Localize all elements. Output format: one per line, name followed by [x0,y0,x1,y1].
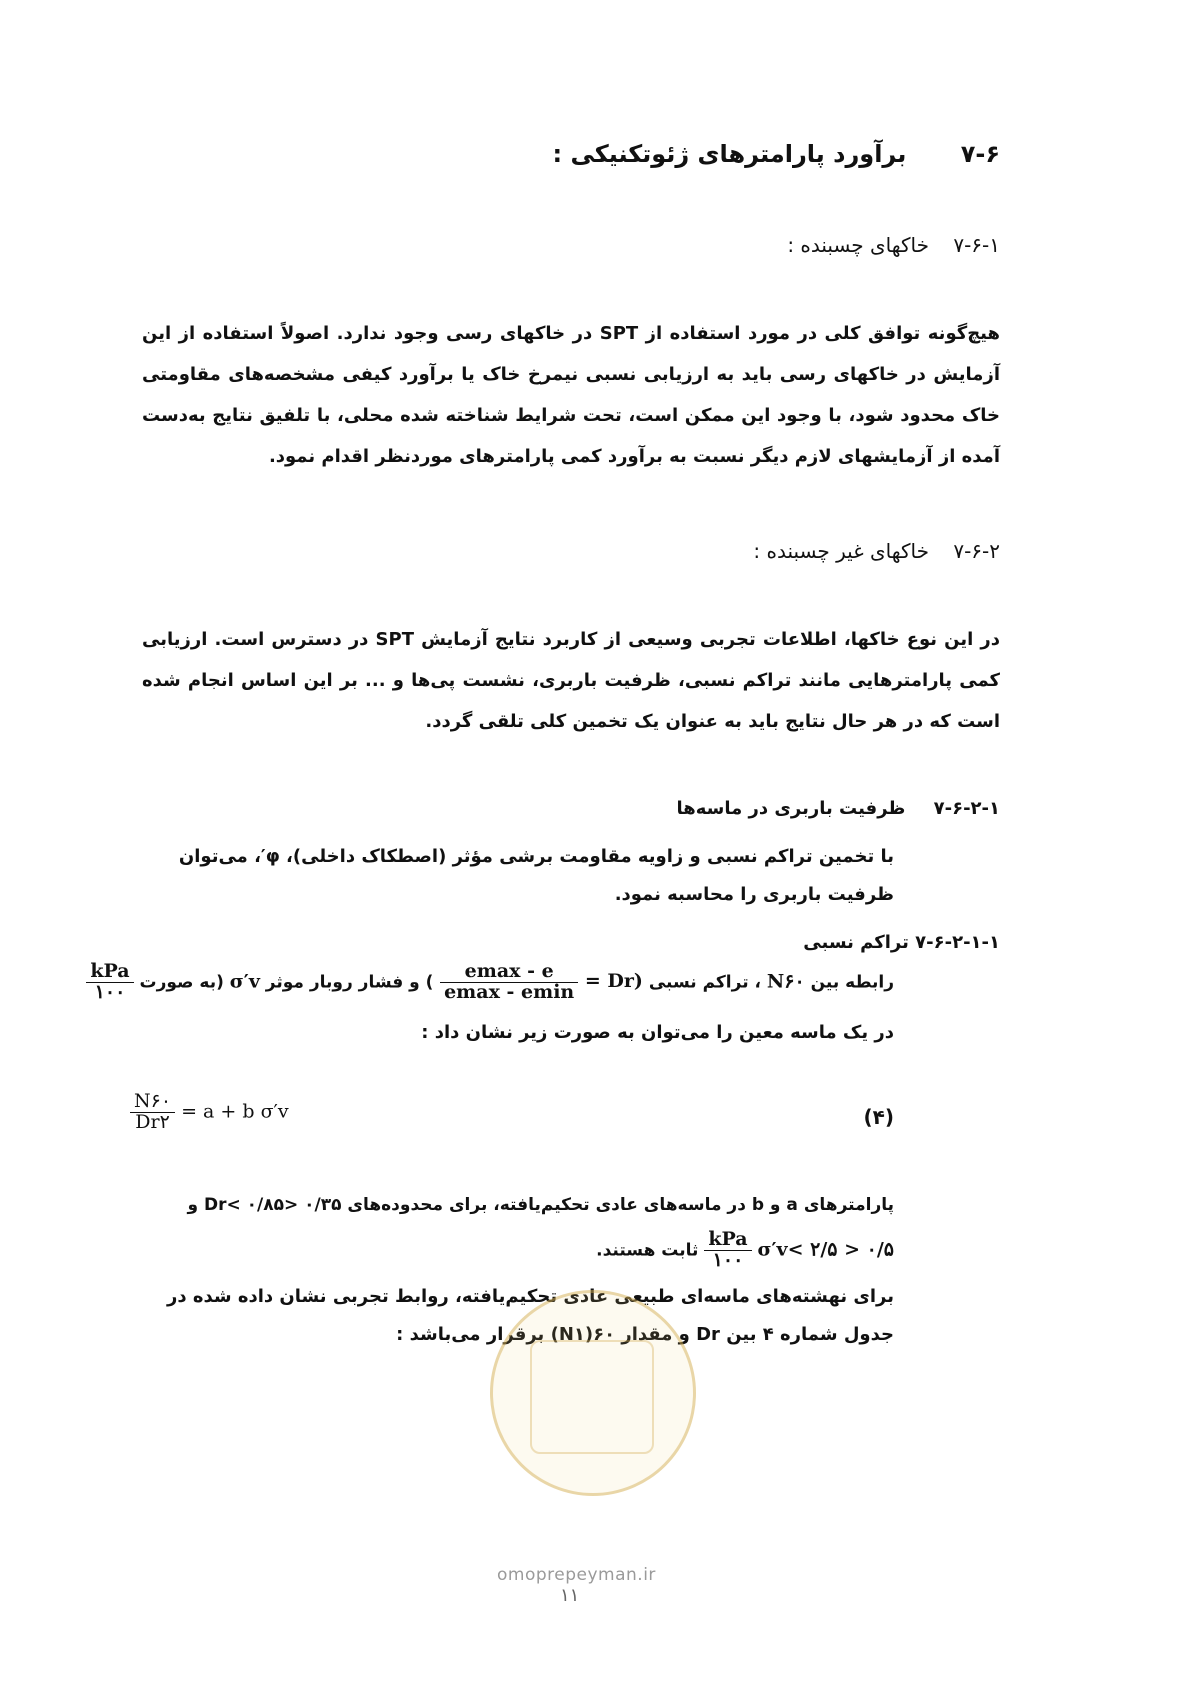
subsection-number: ۷-۶-۲-۱ [933,798,1000,819]
fraction-numerator: N۶۰ [130,1092,175,1113]
paragraph-noncohesive: در این نوع خاکها، اطلاعات تجربی وسیعی از کاربرد نتایج آزمایش SPT در دسترس است. ارزیابی کمی پارامترهایی مانند تراکم نسبی، ظرفیت باربری، نشست پی‌ها و ... بر این اساس انجام شده است که در هر حال نتایج باید به عنوان یک تخمین کلی تلقی گردد. [142,629,1001,732]
subsection-title: تراکم نسبی [803,932,909,953]
equation-rhs: = a + b σ′v [181,1100,289,1123]
section-heading [553,140,1000,168]
relation-line-2: در یک ماسه معین را می‌توان به صورت زیر نشان داد : [421,1022,894,1043]
subsection-cohesive [787,233,1000,257]
relation-text: ، تراکم نسبی [648,972,761,993]
paragraph-bearing: با تخمین تراکم نسبی و زاویه مقاومت برشی مؤثر (اصطکاک داخلی)، φ′، می‌توان ظرفیت باربری را محاسبه نمود. [178,846,894,905]
fraction-denominator: ۱۰۰ [94,980,126,1003]
relation-text: ) و فشار روبار موثر [265,972,434,993]
subsection-number: ۷-۶-۱ [953,233,1000,257]
subsection-relative-density [803,932,1000,953]
fraction-numerator: emax - e [440,962,578,983]
fraction-denominator: emax - emin [444,980,575,1003]
heading-title: برآورد پارامترهای ژئوتکنیکی : [552,140,907,168]
subsection-title: خاکهای غیر چسبنده : [753,539,929,563]
sigma-symbol: σ′v [229,970,260,993]
watermark-text: omoprepeyman.ir [497,1565,656,1585]
subsection-noncohesive [753,539,1000,563]
subsection-number: ۷-۶-۲ [953,539,1000,563]
dr-formula [433,960,643,1003]
subsection-number: ۷-۶-۲-۱-۱ [915,932,1000,953]
fraction-numerator: kPa [704,1230,751,1251]
equation-number: (۴) [863,1105,894,1129]
relation-line [90,960,894,1003]
density-fraction [440,962,578,1003]
subsection-bearing [677,798,1000,819]
paragraph-params-line1: پارامترهای a و b در ماسه‌های عادی تحکیم‌یافته، برای محدوده‌های ۰/۳۵ <Dr< ۰/۸۵ و [187,1195,894,1215]
paragraph-deposits: برای نهشته‌های ماسه‌ای طبیعی عادی تحکیم‌یافته، روابط تجربی نشان داده شده در جدول شماره ۴ بین Dr و مقدار N۱)۶۰) برقرار می‌باشد : [166,1286,894,1345]
equation-4 [130,1092,289,1133]
relation-text: رابطه بین [810,972,894,993]
paragraph-cohesive: هیچ‌گونه توافق کلی در مورد استفاده از SPT در خاکهای رسی وجود ندارد. اصولاً استفاده از این آزمایش در خاکهای رسی باید به ارزیابی نسبی نیمرخ خاک یا برآورد کیفی مشخصه‌های مقاومتی خاک محدود شود، با وجود این ممکن است، تحت شرایط شناخته شده محلی، با تلفیق نتایج به‌دست آمده از آزمایشهای لازم دیگر نسبت به برآورد کمی پارامترهای موردنظر اقدام نمود. [142,323,1000,467]
relation-text: (به صورت [139,972,224,993]
paragraph-params-line2 [596,1230,894,1271]
fraction-denominator: Dr۲ [135,1110,170,1133]
watermark-logo-inner [530,1340,654,1454]
paragraph-text: ثابت هستند. [596,1240,699,1261]
page-number: ۱۱ [560,1585,580,1606]
dr-symbol: (Dr = [584,970,643,993]
kpa-fraction [86,962,133,1003]
fraction-denominator: ۱۰۰ [712,1248,744,1271]
subsection-title: ظرفیت باربری در ماسه‌ها [676,798,906,819]
fraction-numerator: kPa [86,962,133,983]
subsection-title: خاکهای چسبنده : [787,233,929,257]
equation-fraction [130,1092,175,1133]
heading-number: ۷-۶ [960,140,1000,168]
n60-symbol: N۶۰ [766,970,805,993]
stress-range: ۰/۵ < σ′v< ۲/۵ [757,1238,894,1261]
kpa-fraction [704,1230,751,1271]
